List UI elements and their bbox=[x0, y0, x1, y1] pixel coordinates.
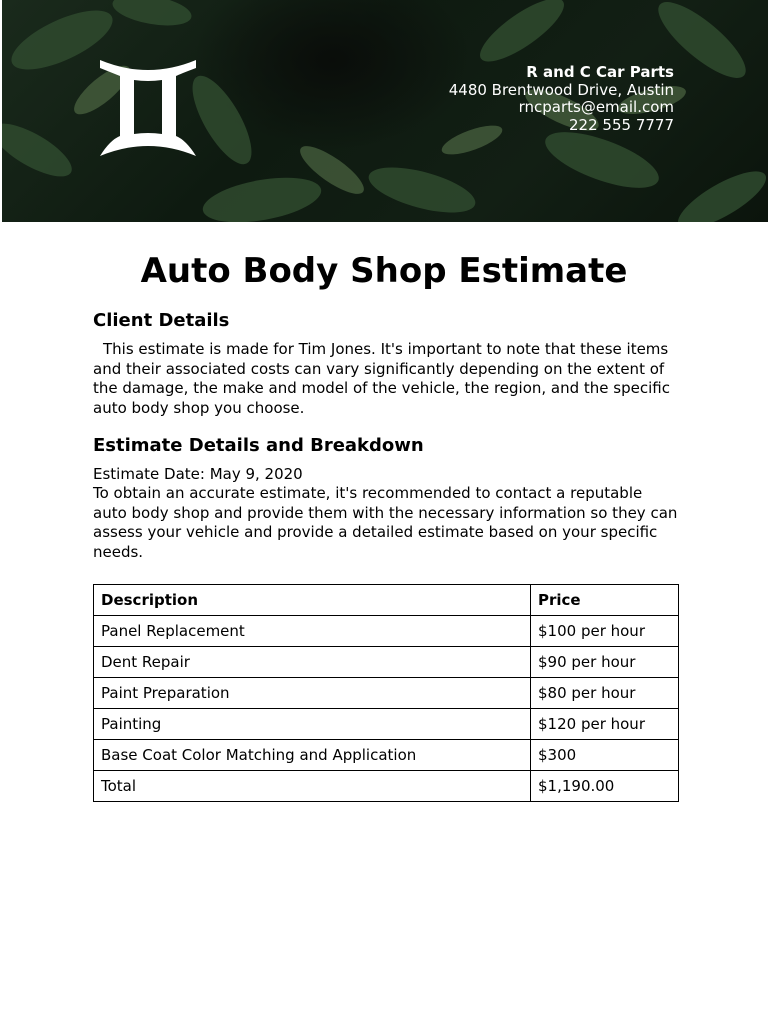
row-price: $300 bbox=[531, 740, 679, 771]
row-description: Painting bbox=[94, 709, 531, 740]
client-details-heading: Client Details bbox=[93, 310, 230, 331]
header-banner bbox=[2, 0, 768, 222]
header-price: Price bbox=[531, 585, 679, 616]
company-phone: 222 555 7777 bbox=[569, 115, 674, 134]
total-label: Total bbox=[94, 771, 531, 802]
estimate-table bbox=[93, 584, 679, 802]
table-header-row bbox=[94, 585, 679, 616]
table-row bbox=[94, 616, 679, 647]
table-row bbox=[94, 678, 679, 709]
table-total-row bbox=[94, 771, 679, 802]
document-title: Auto Body Shop Estimate bbox=[140, 251, 628, 291]
total-value: $1,190.00 bbox=[531, 771, 679, 802]
estimate-details-heading: Estimate Details and Breakdown bbox=[93, 435, 424, 456]
row-description: Paint Preparation bbox=[94, 678, 531, 709]
row-price: $100 per hour bbox=[531, 616, 679, 647]
client-details-text: This estimate is made for Tim Jones. It's important to note that these items and their associated costs can vary significantly depending on the extent of the damage, the make and model of the vehicle, the region, and the specific auto body shop you choose. bbox=[93, 340, 670, 417]
row-price: $120 per hour bbox=[531, 709, 679, 740]
table-row bbox=[94, 647, 679, 678]
header-description: Description bbox=[94, 585, 531, 616]
table-row bbox=[94, 709, 679, 740]
company-address: 4480 Brentwood Drive, Austin bbox=[448, 80, 674, 99]
company-name: R and C Car Parts bbox=[526, 63, 674, 81]
row-description: Panel Replacement bbox=[94, 616, 531, 647]
estimate-details-text: To obtain an accurate estimate, it's recommended to contact a reputable auto body shop and provide them with the necessary information so they can assess your vehicle and provide a detailed estimate based on your specific needs. bbox=[93, 484, 678, 561]
estimate-date: Estimate Date: May 9, 2020 bbox=[93, 465, 303, 483]
company-info bbox=[449, 64, 674, 134]
row-price: $90 per hour bbox=[531, 647, 679, 678]
company-email: rncparts@email.com bbox=[518, 98, 674, 116]
row-price: $80 per hour bbox=[531, 678, 679, 709]
row-description: Dent Repair bbox=[94, 647, 531, 678]
table-row bbox=[94, 740, 679, 771]
gemini-icon bbox=[98, 58, 198, 158]
row-description: Base Coat Color Matching and Application bbox=[94, 740, 531, 771]
